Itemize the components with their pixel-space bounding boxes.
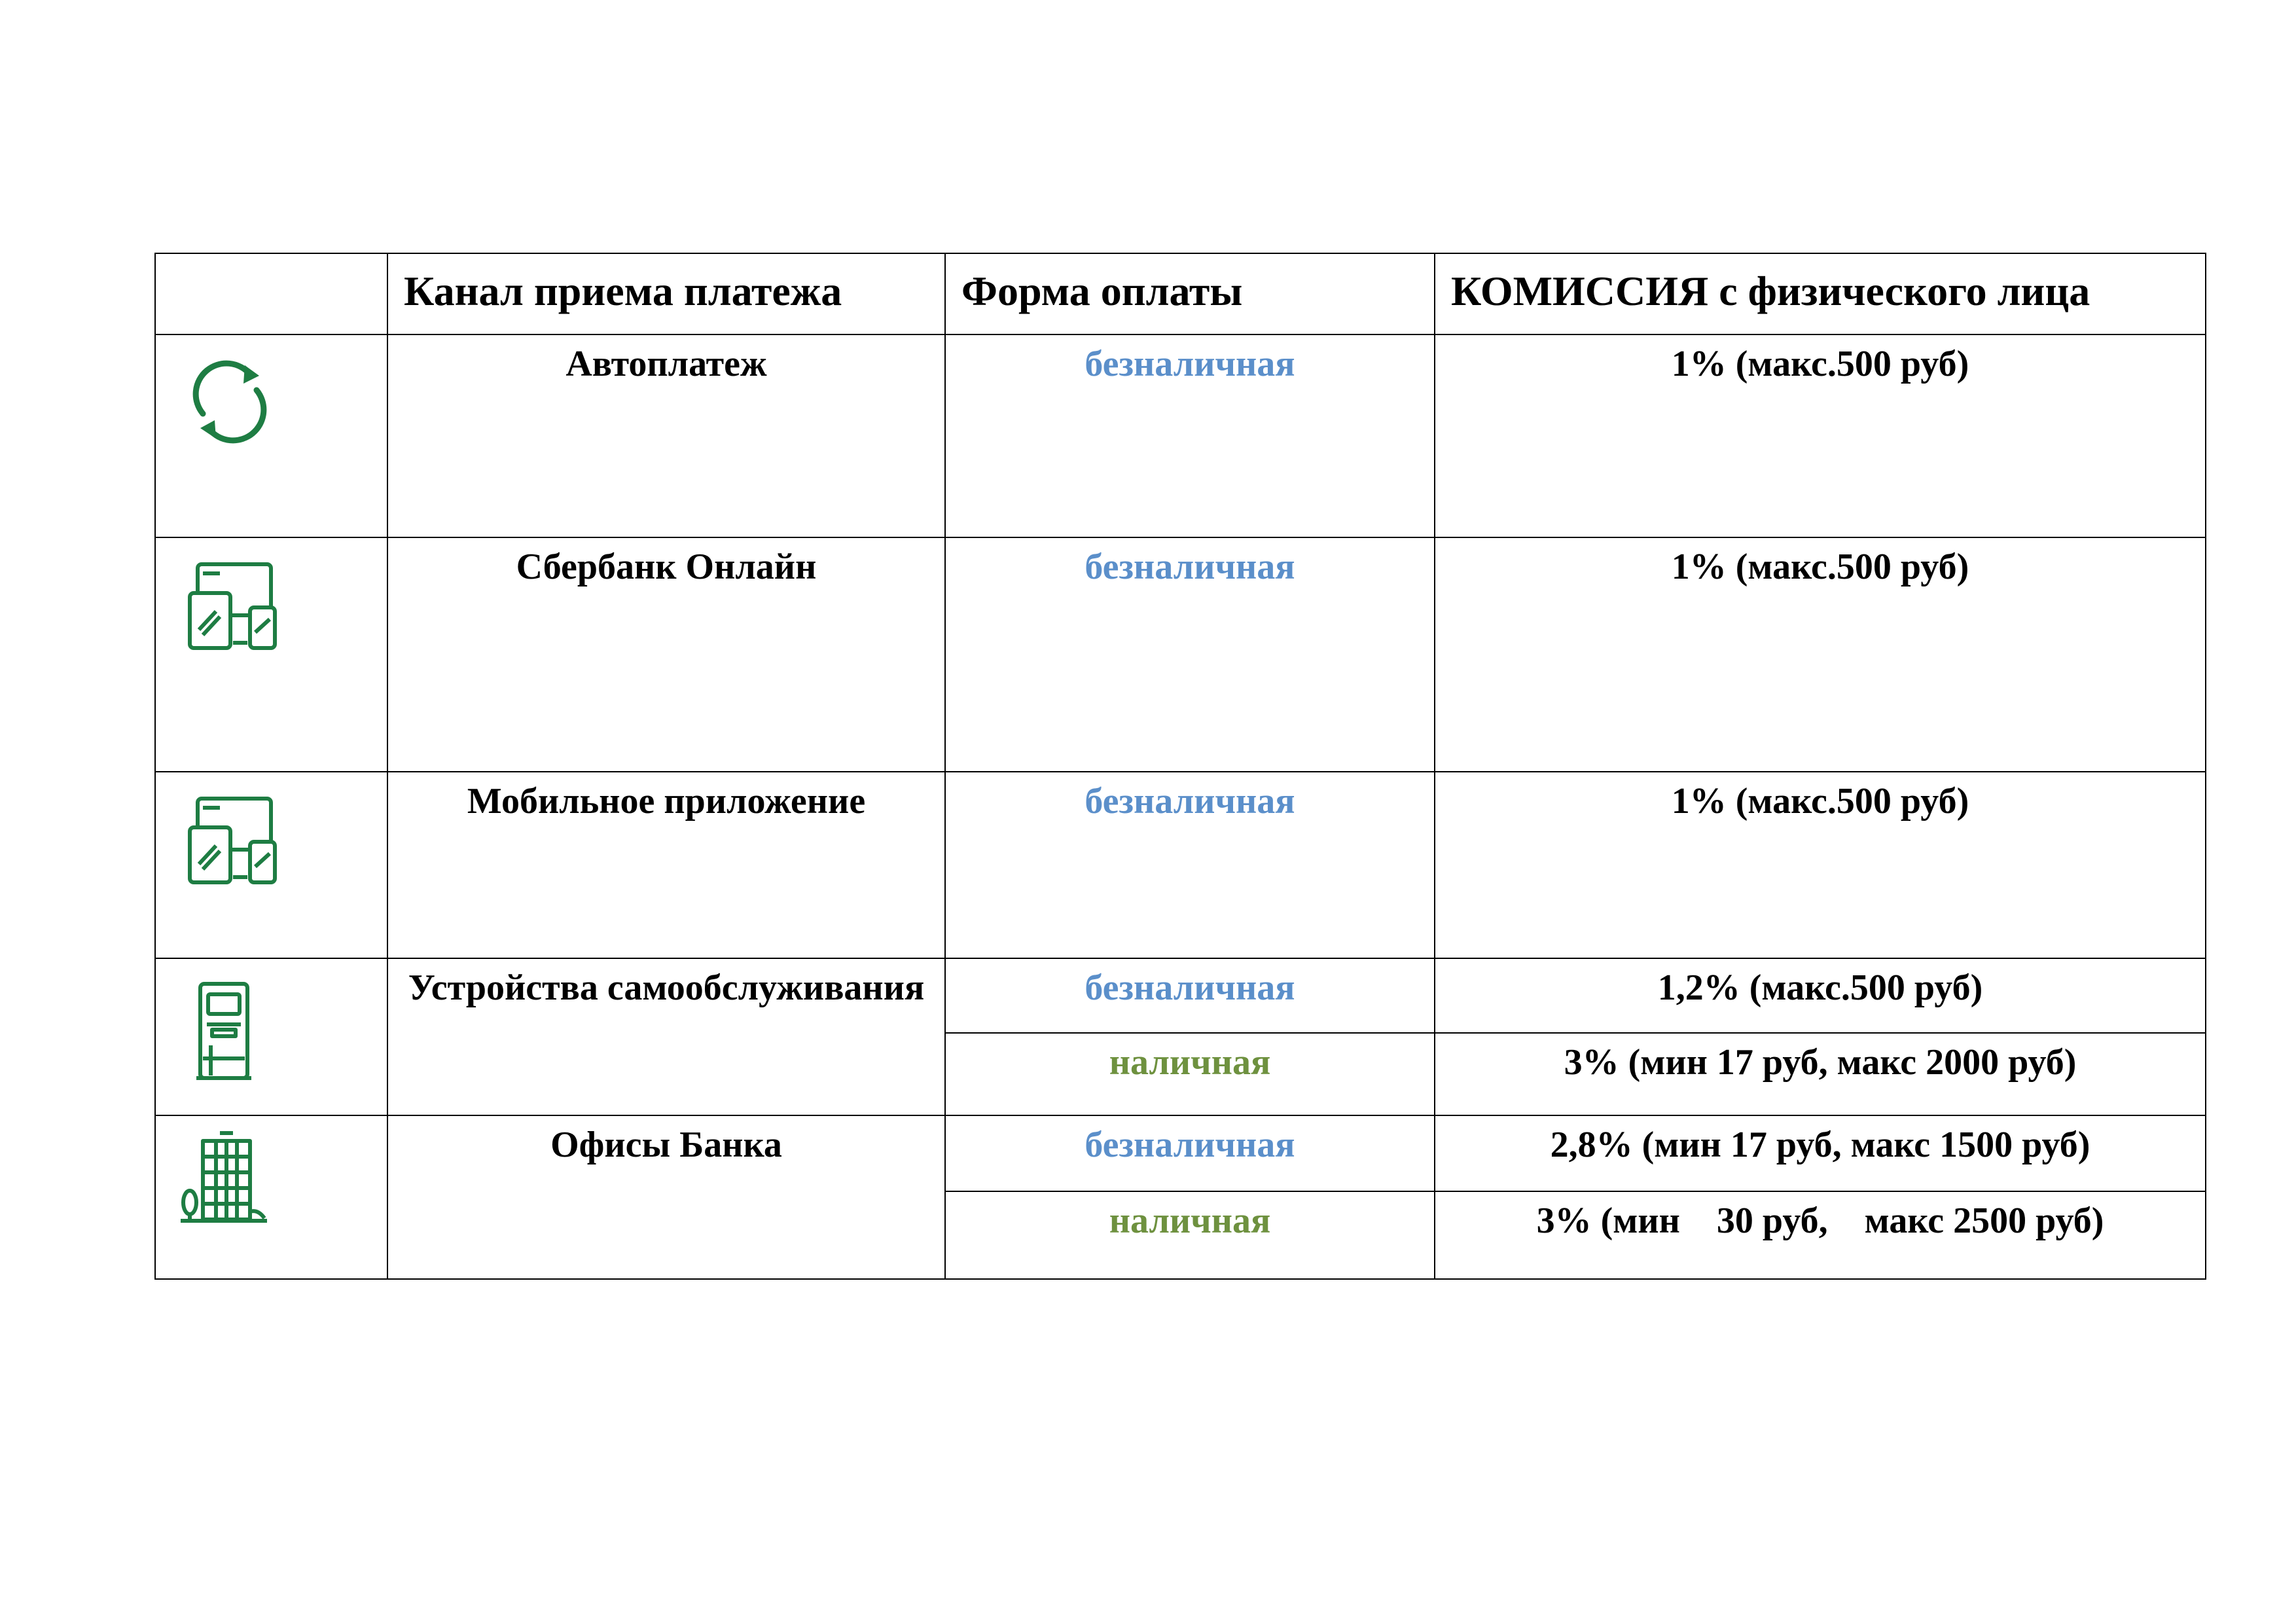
channel-cell: Мобильное приложение — [387, 772, 945, 958]
refresh-icon — [187, 356, 272, 448]
header-icon-cell — [155, 253, 387, 334]
channel-cell: Автоплатеж — [387, 334, 945, 537]
payment-form-cell: безналичная — [945, 1115, 1435, 1191]
table-row — [155, 772, 2206, 958]
commission-cell: 1% (макс.500 руб) — [1435, 334, 2206, 537]
channel-cell: Офисы Банка — [387, 1115, 945, 1279]
icon-cell — [155, 537, 387, 772]
payment-form-cell: безналичная — [945, 958, 1435, 1033]
terminal-icon — [187, 980, 259, 1085]
commission-cell: 1,2% (макс.500 руб) — [1435, 958, 2206, 1033]
commission-cell: 2,8% (мин 17 руб, макс 1500 руб) — [1435, 1115, 2206, 1191]
header-payment-form: Форма оплаты — [945, 253, 1435, 334]
commission-cell: 3% (мин 17 руб, макс 2000 руб) — [1435, 1033, 2206, 1115]
icon-cell — [155, 772, 387, 958]
devices-icon — [187, 793, 279, 885]
table-row — [155, 334, 2206, 537]
commission-cell: 1% (макс.500 руб) — [1435, 772, 2206, 958]
icon-cell — [155, 958, 387, 1115]
header-channel: Канал приема платежа — [387, 253, 945, 334]
icon-cell — [155, 1115, 387, 1279]
table-row — [155, 537, 2206, 772]
commission-cell: 3% (мин 30 руб, макс 2500 руб) — [1435, 1191, 2206, 1279]
header-row — [155, 253, 2206, 334]
payment-form-cell: безналичная — [945, 334, 1435, 537]
devices-icon — [187, 559, 279, 651]
payment-form-cell: наличная — [945, 1033, 1435, 1115]
icon-cell — [155, 334, 387, 537]
payment-form-cell: наличная — [945, 1191, 1435, 1279]
table-row — [155, 958, 2206, 1033]
payment-form-cell: безналичная — [945, 772, 1435, 958]
office-building-icon — [178, 1128, 270, 1226]
header-commission: КОМИССИЯ с физического лица — [1435, 253, 2206, 334]
commission-cell: 1% (макс.500 руб) — [1435, 537, 2206, 772]
channel-cell: Устройства самообслуживания — [387, 958, 945, 1115]
table-row — [155, 1115, 2206, 1191]
channel-cell: Сбербанк Онлайн — [387, 537, 945, 772]
payment-form-cell: безналичная — [945, 537, 1435, 772]
commission-table — [154, 253, 2206, 1280]
